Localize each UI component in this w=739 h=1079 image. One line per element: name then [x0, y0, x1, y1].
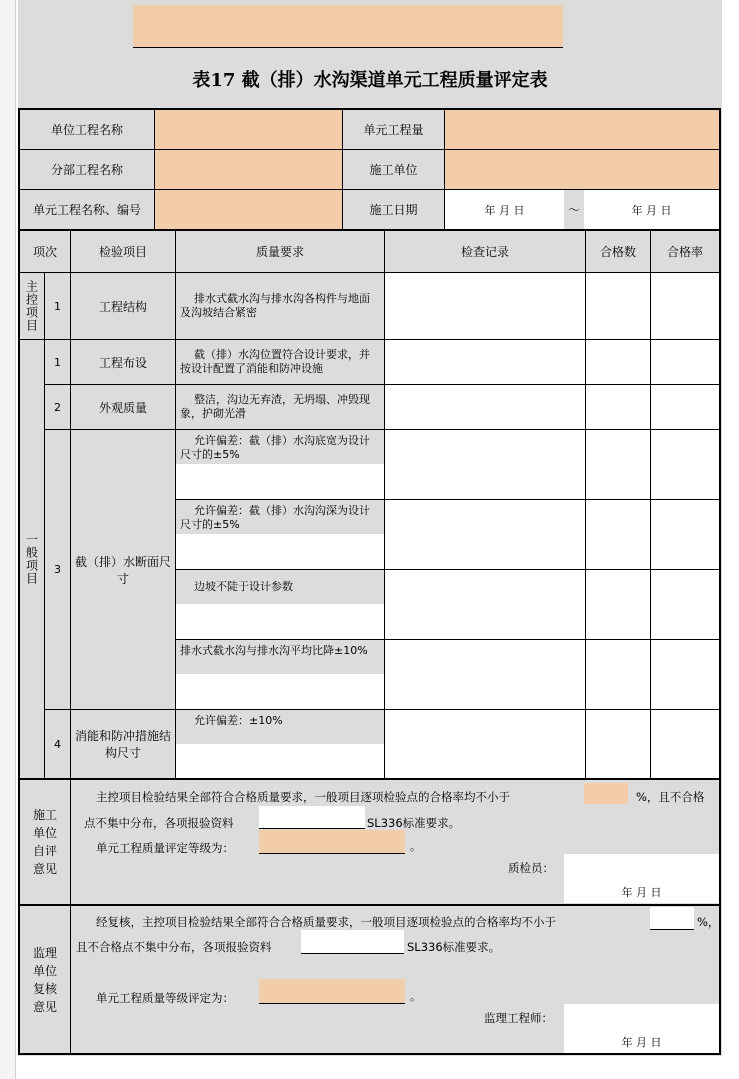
division-input[interactable] — [155, 150, 342, 189]
self-eval-label-text: 施工单位自评意见 — [32, 808, 57, 876]
supervisor-eval-grade-input[interactable] — [259, 979, 405, 1004]
general-row-3-sub-2-blank[interactable] — [176, 534, 384, 569]
grid-line — [176, 499, 719, 500]
self-eval-line2b: SL336标准要求。 — [367, 816, 461, 830]
supervisor-eval-line1b: %， — [697, 915, 720, 929]
general-row-3-sub-1: 允许偏差：截（排）水沟底宽为设计尺寸的±5% — [180, 434, 370, 461]
self-eval-line3-end: 。 — [410, 840, 421, 853]
grid-line — [384, 231, 385, 778]
grid-line — [20, 904, 719, 906]
unit-project-label: 单位工程名称 — [50, 123, 123, 137]
general-category: 一般项目 — [24, 533, 39, 585]
grid-line — [650, 231, 651, 778]
grid-line — [20, 272, 719, 273]
grid-line — [20, 189, 719, 190]
general-row-1-item: 工程布设 — [98, 355, 147, 370]
element-name-input[interactable] — [155, 190, 342, 229]
general-row-3-sub-4: 排水式截水沟与排水沟平均比降±10% — [180, 644, 368, 657]
construction-date-label: 施工日期 — [369, 203, 418, 217]
self-eval-label — [20, 780, 70, 904]
main-control-category: 主控项目 — [24, 280, 39, 332]
pass-count-cells-col[interactable] — [586, 273, 650, 778]
date-to-field[interactable]: 年 月 日 — [584, 190, 719, 229]
main-control-item: 工程结构 — [98, 299, 147, 314]
general-row-1-requirement: 截（排）水沟位置符合设计要求，并按设计配置了消能和防冲设施 — [180, 348, 370, 375]
construction-unit-label: 施工单位 — [369, 163, 418, 177]
supervisor-eval-line3-end: 。 — [410, 990, 421, 1003]
grid-line — [45, 429, 719, 430]
col-pass-count: 合格数 — [599, 245, 636, 259]
grid-line — [444, 110, 445, 230]
general-row-4-blank[interactable] — [176, 744, 384, 778]
pass-rate-cells-col[interactable] — [651, 273, 719, 778]
col-item-no: 项次 — [32, 245, 57, 259]
col-pass-rate: 合格率 — [666, 245, 703, 259]
supervisor-eval-date: 年 月 日 — [621, 1036, 662, 1049]
title-banner[interactable] — [133, 5, 563, 48]
self-eval-line1a: 主控项目检验结果全部符合合格质量要求，一般项目逐项检验点的合格率均不小于 — [96, 790, 510, 804]
grid-line — [154, 110, 155, 230]
general-row-3-sub-3: 边坡不陡于设计参数 — [194, 580, 293, 593]
row-gutter — [0, 0, 16, 1079]
self-eval-line2a: 点不集中分布，各项报验资料 — [84, 816, 234, 830]
supervisor-eval-line2b: SL336标准要求。 — [407, 940, 501, 954]
general-row-3-no: 3 — [54, 563, 61, 576]
element-name-label: 单元工程名称、编号 — [32, 203, 141, 217]
general-row-2-item: 外观质量 — [98, 400, 147, 415]
supervisor-engineer-label: 监理工程师： — [484, 1011, 553, 1025]
unit-quantity-label: 单元工程量 — [363, 123, 424, 137]
grid-line — [20, 229, 719, 231]
grid-line — [175, 231, 176, 778]
grid-line — [20, 778, 719, 780]
self-eval-inspector-label: 质检员： — [508, 861, 554, 875]
general-row-3-sub-2: 允许偏差：截（排）水沟沟深为设计尺寸的±5% — [180, 504, 370, 531]
general-row-3-sub-3-blank[interactable] — [176, 604, 384, 639]
grid-line — [70, 231, 71, 1054]
general-row-4-no: 4 — [54, 737, 61, 751]
general-row-3-sub-1-blank[interactable] — [176, 464, 384, 499]
self-eval-docs-input[interactable] — [259, 806, 365, 829]
page-title: 表17 截（排）水沟渠道单元工程质量评定表 — [192, 70, 548, 91]
general-row-2-no: 2 — [54, 400, 61, 414]
self-eval-rate-input[interactable] — [584, 783, 628, 804]
grid-line — [585, 231, 586, 778]
general-row-3-item: 截（排）水断面尺寸 — [75, 554, 172, 586]
supervisor-eval-line1a: 经复核，主控项目检验结果全部符合合格质量要求，一般项目逐项检验点的合格率均不小于 — [96, 915, 556, 929]
unit-quantity-input[interactable] — [445, 110, 719, 149]
grid-line — [176, 639, 719, 640]
col-check-record: 检查记录 — [460, 245, 509, 259]
grid-line — [342, 110, 343, 230]
record-cells-col[interactable] — [385, 273, 585, 778]
unit-project-input[interactable] — [155, 110, 342, 149]
supervisor-eval-docs-input[interactable] — [301, 930, 404, 954]
self-eval-line1b: %，且不合格 — [636, 790, 705, 804]
construction-unit-input[interactable] — [445, 150, 719, 189]
col-inspection-item: 检验项目 — [98, 245, 147, 259]
general-row-4-item: 消能和防冲措施结构尺寸 — [74, 729, 171, 760]
date-from-field[interactable]: 年 月 日 — [445, 190, 564, 229]
supervisor-eval-rate-input[interactable] — [650, 907, 694, 930]
col-quality-requirement: 质量要求 — [255, 245, 304, 259]
grid-line — [176, 569, 719, 570]
main-control-requirement: 排水式截水沟与排水沟各构件与地面及沟坡结合紧密 — [180, 292, 370, 319]
date-separator: ～ — [567, 203, 580, 217]
grid-line — [20, 339, 719, 340]
self-eval-date: 年 月 日 — [621, 886, 662, 899]
general-row-1-no: 1 — [54, 355, 61, 369]
supervisor-eval-label — [20, 906, 70, 1054]
self-eval-grade-input[interactable] — [259, 830, 405, 854]
general-row-4-requirement: 允许偏差：±10% — [194, 714, 283, 727]
grid-line — [44, 273, 45, 778]
supervisor-eval-line2a: 且不合格点不集中分布，各项报验资料 — [76, 940, 272, 954]
grid-line — [45, 384, 719, 385]
division-label: 分部工程名称 — [50, 163, 123, 177]
main-control-no: 1 — [54, 299, 61, 313]
general-row-3-sub-4-blank[interactable] — [176, 674, 384, 709]
supervisor-eval-line3: 单元工程质量等级评定为： — [96, 991, 234, 1005]
supervisor-eval-label-text: 监理单位复核意见 — [32, 946, 57, 1014]
self-eval-line3: 单元工程质量评定等级为： — [96, 841, 234, 855]
grid-line — [20, 149, 719, 150]
grid-line — [45, 709, 719, 710]
general-row-2-requirement: 整洁，沟边无弃渣，无坍塌、冲毁现象，护砌光滑 — [180, 393, 370, 420]
